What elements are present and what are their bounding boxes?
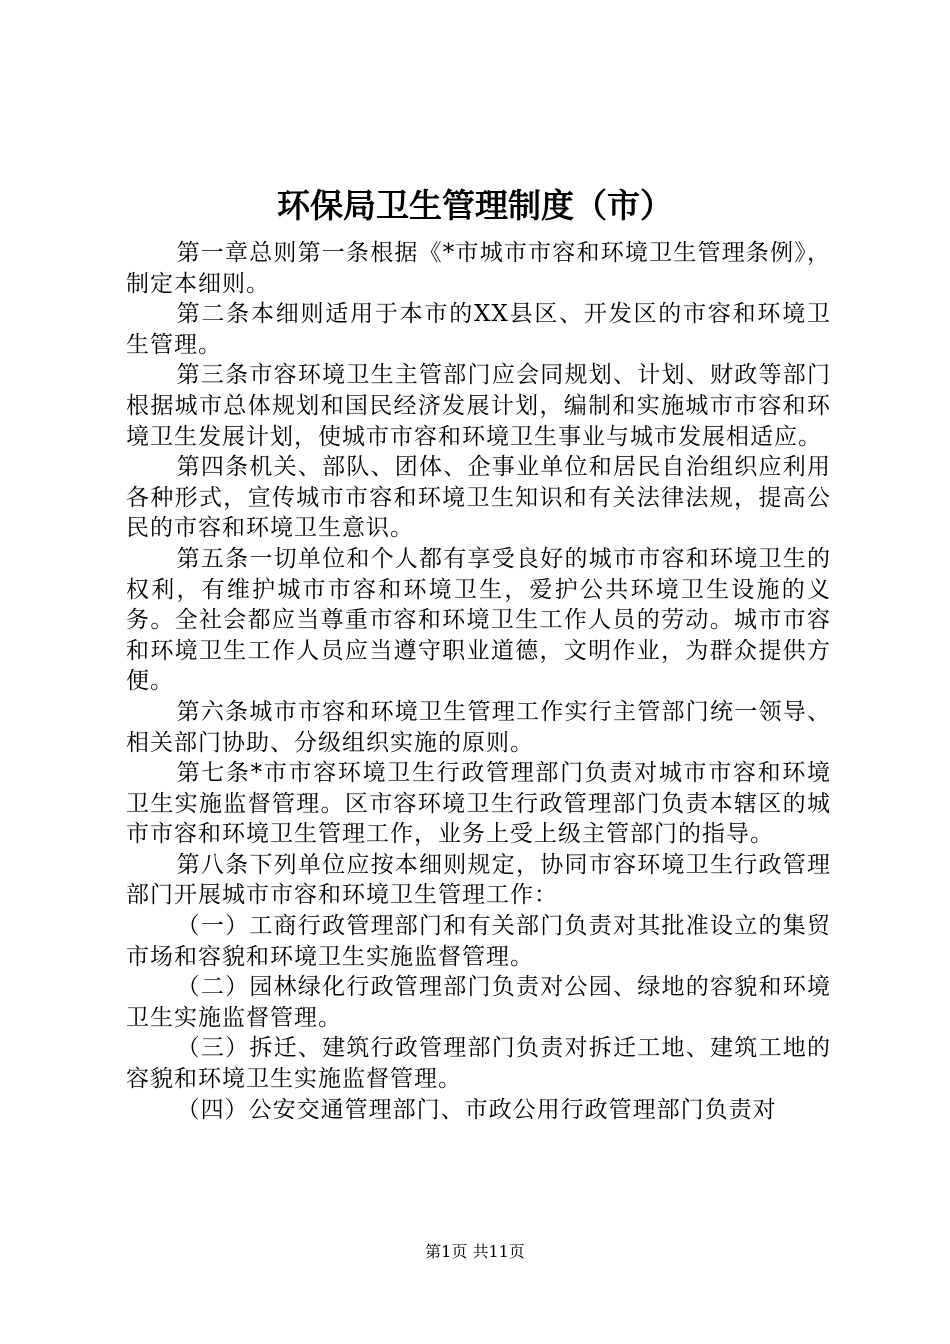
document-title: 环保局卫生管理制度（市） [277,186,673,225]
paragraph-item-4: （四）公安交通管理部门、市政公用行政管理部门负责对 [176,1096,777,1123]
paragraph-article-1: 第一章总则第一条根据《*市城市市容和环境卫生管理条例》，制定本细则。 [126,240,831,297]
paragraph-article-7: 第七条*市市容环境卫生行政管理部门负责对城市市容和环境卫生实施监督管理。区市容环境卫生行政管理部门负责本辖区的城市市容和环境卫生管理工作，业务上受上级主管部门的指导。 [126,760,831,848]
paragraph-article-3: 第三条市容环境卫生主管部门应会同规划、计划、财政等部门根据城市总体规划和国民经济发展计划，编制和实施城市市容和环境卫生发展计划，使城市市容和环境卫生事业与城市发展相适应。 [126,362,831,450]
page-footer: 第1页 共11页 [425,1242,525,1261]
paragraph-item-1: （一）工商行政管理部门和有关部门负责对其批准设立的集贸市场和容貌和环境卫生实施监督管理。 [126,913,831,970]
paragraph-article-8: 第八条下列单位应按本细则规定，协同市容环境卫生行政管理部门开展城市市容和环境卫生管理工作： [126,851,831,909]
paragraph-article-6: 第六条城市市容和环境卫生管理工作实行主管部门统一领导、相关部门协助、分级组织实施的原则。 [126,698,831,756]
paragraph-article-2: 第二条本细则适用于本市的XX县区、开发区的市容和环境卫生管理。 [126,301,831,358]
paragraph-article-5: 第五条一切单位和个人都有享受良好的城市市容和环境卫生的权利，有维护城市市容和环境卫生，爱护公共环境卫生设施的义务。全社会都应当尊重市容和环境卫生工作人员的劳动。城市市容和环境卫生工作人员应当遵守职业道德，文明作业，为群众提供方便。 [126,545,831,695]
paragraph-item-3: （三）拆迁、建筑行政管理部门负责对拆迁工地、建筑工地的容貌和环境卫生实施监督管理。 [126,1035,831,1093]
document-body [126,238,831,1125]
paragraph-article-4: 第四条机关、部队、团体、企事业单位和居民自治组织应利用各种形式，宣传城市市容和环境卫生知识和有关法律法规，提高公民的市容和环境卫生意识。 [126,454,831,542]
paragraph-item-2: （二）园林绿化行政管理部门负责对公园、绿地的容貌和环境卫生实施监督管理。 [126,974,831,1031]
